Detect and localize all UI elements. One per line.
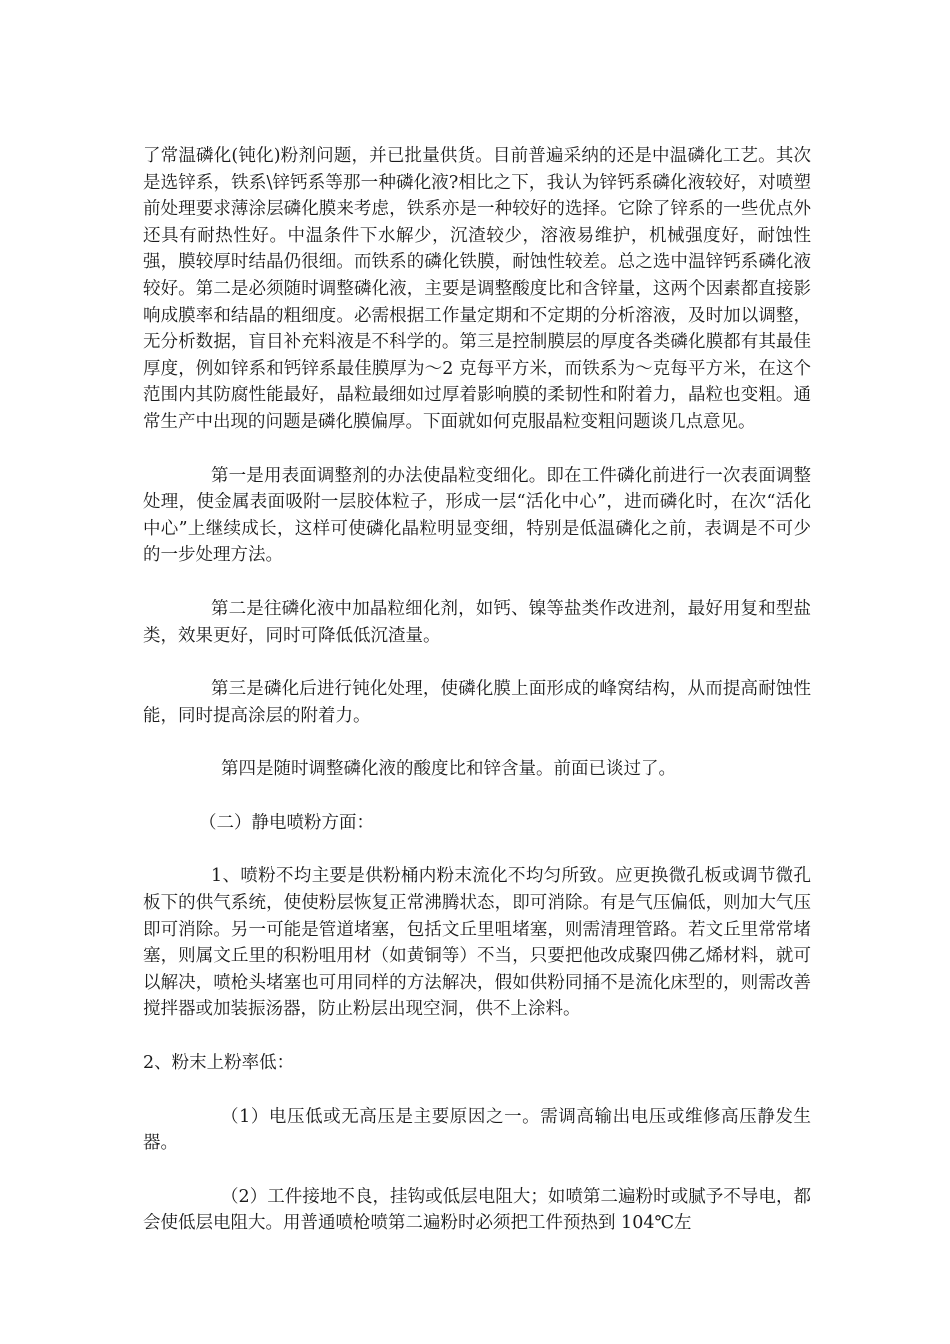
section-heading-electrostatic-spraying: （二）静电喷粉方面： <box>199 812 374 833</box>
document-body <box>143 143 811 1264</box>
paragraph-uneven-spraying: 1、喷粉不均主要是供粉桶内粉末流化不均匀所致。应更换微孔板或调节微孔板下的供气系统，使使粉层恢复正常沸腾状态，即可消除。有是气压偏低，则加大气压即可消除。另一可能是管道堵塞，包括文丘里咀堵塞，则需清理管路。若文丘里常常堵塞，则属文丘里的积粉咀用材（如黄铜等）不当，只要把他改成聚四佛乙烯材料，就可以解决，喷枪头堵塞也可用同样的方法解决，假如供粉同捅不是流化床型的，则需改善搅拌器或加装振汤器，防止粉层出现空洞，供不上涂料。 <box>143 866 811 1020</box>
paragraph-grain-refiner: 第二是往磷化液中加晶粒细化剂，如钙、镍等盐类作改进剂，最好用复和型盐类，效果更好，同时可降低低沉渣量。 <box>143 598 811 646</box>
paragraph-poor-grounding: （2）工件接地不良，挂钩或低层电阻大；如喷第二遍粉时或腻予不导电，都会使低层电阻大。用普通喷枪喷第二遍粉时必须把工件预热到 104℃左 <box>143 1186 811 1234</box>
paragraph-passivation: 第三是磷化后进行钝化处理，使磷化膜上面形成的峰窝结构，从而提高耐蚀性能，同时提高涂层的附着力。 <box>143 679 811 726</box>
paragraph-low-voltage: （1）电压低或无高压是主要原因之一。需调高输出电压或维修高压静发生器。 <box>143 1106 811 1154</box>
paragraph-adjust-acidity: 第四是随时调整磷化液的酸度比和锌含量。前面已谈过了。 <box>221 759 676 780</box>
subheading-low-powder-rate: 2、粉末上粉率低： <box>143 1053 295 1074</box>
paragraph-surface-adjustment: 第一是用表面调整剂的办法使晶粒变细化。即在工件磷化前进行一次表面调整处理，使金属表面吸附一层胶体粒子，形成一层“活化中心”，进而磷化时，在次“活化中心”上继续成长，这样可使磷化晶粒明显变细，特别是低温磷化之前，表调是不可少的一步处理方法。 <box>143 465 811 566</box>
paragraph-phosphating-overview: 了常温磷化(钝化)粉剂问题，并已批量供货。目前普遍采纳的还是中温磷化工艺。其次是选锌系，铁系\锌钙系等那一种磷化液?相比之下，我认为锌钙系磷化液较好，对喷塑前处理要求薄涂层磷化膜来考虑，铁系亦是一种较好的选择。它除了锌系的一些优点外还具有耐热性好。中温条件下水解少，沉渣较少，溶液易维护，机械强度好，耐蚀性强，膜较厚时结晶仍很细。而铁系的磷化铁膜，耐蚀性较差。总之选中温锌钙系磷化液较好。第二是必须随时调整磷化液，主要是调整酸度比和含锌量，这两个因素都直接影响成膜率和结晶的粗细度。必需根据工作量定期和不定期的分析溶液，及时加以调整，无分析数据，盲目补充料液是不科学的。第三是控制膜层的厚度各类磷化膜都有其最佳厚度，例如锌系和钙锌系最佳膜厚为～2 克每平方米，而铁系为～克每平方米，在这个范围内其防腐性能最好，晶粒最细如过厚着影响膜的柔韧性和附着力，晶粒也变粗。通常生产中出现的问题是磷化膜偏厚。下面就如何克服晶粒变粗问题谈几点意见。 <box>143 146 811 432</box>
